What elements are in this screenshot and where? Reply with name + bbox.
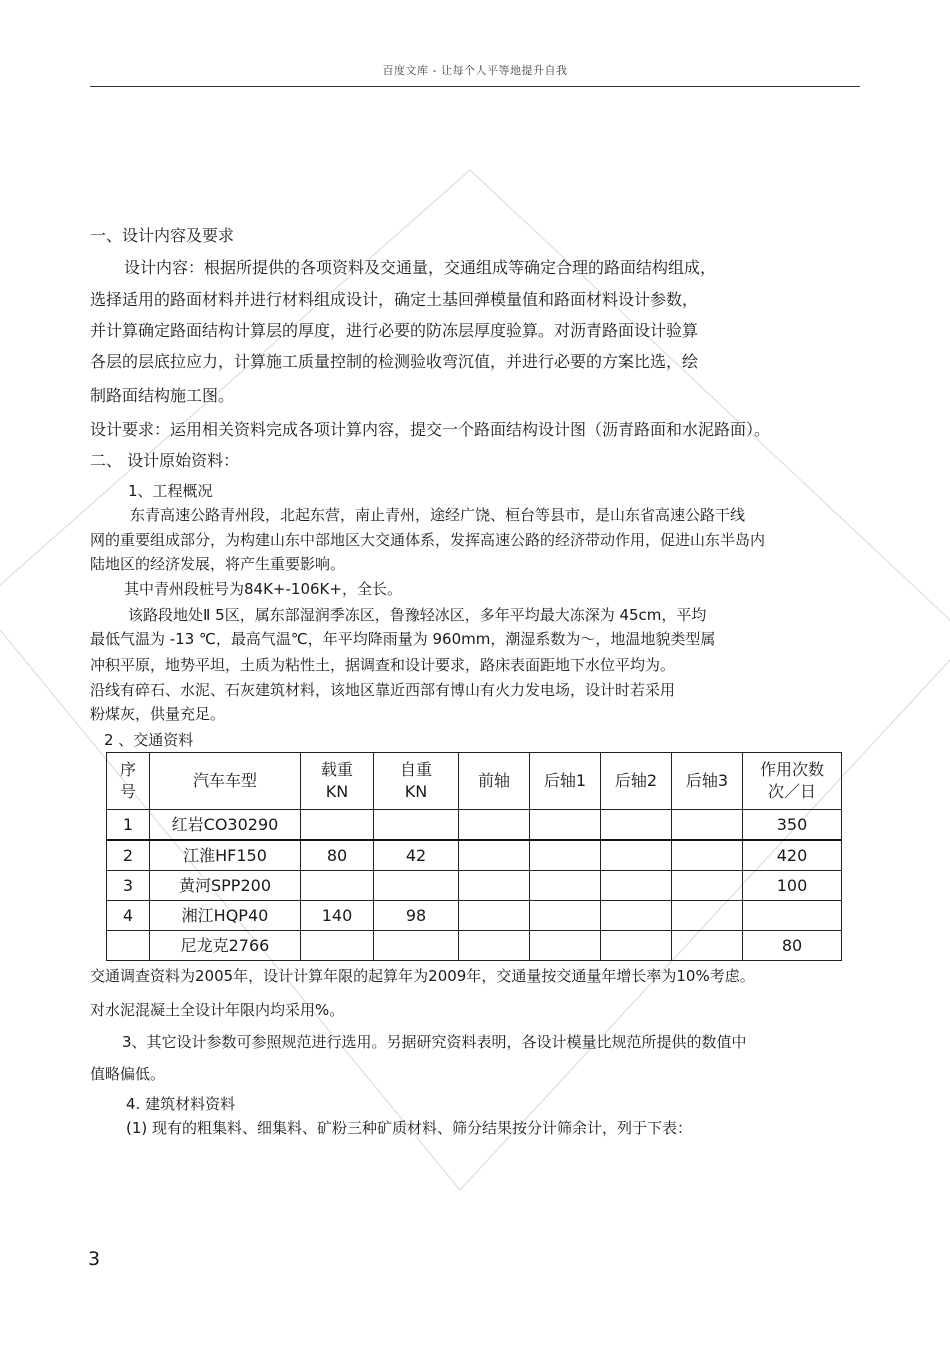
design-requirement: 设计要求：运用相关资料完成各项计算内容，提交一个路面结构设计图（沥青路面和水泥路面）。 xyxy=(90,420,771,439)
section1-heading: 一、设计内容及要求 xyxy=(90,226,235,245)
climate-line-4: 沿线有碎石、水泥、石灰建筑材料，该地区靠近西部有博山有火力发电场，设计时若采用 xyxy=(90,681,676,699)
content-line-3: 并计算确定路面结构计算层的厚度，进行必要的防冻层厚度验算。对沥青路面设计验算 xyxy=(90,321,699,340)
overview-title: 1、工程概况 xyxy=(128,482,213,500)
content-line-5: 制路面结构施工图。 xyxy=(90,386,235,405)
th-front-axle: 前轴 xyxy=(459,753,530,810)
section2-heading: 二、 设计原始资料： xyxy=(90,451,240,470)
traffic-title: 2 、交通资料 xyxy=(104,731,194,749)
th-rear-axle-2: 后轴2 xyxy=(601,753,672,810)
table-row: 3 黄河SPP200 100 xyxy=(107,871,842,901)
table-row: 尼龙克2766 80 xyxy=(107,931,842,961)
th-count: 作用次数 次／日 xyxy=(743,753,842,810)
climate-line-2: 最低气温为 -13 ℃，最高气温℃，年平均降雨量为 960mm，潮湿系数为～，地温地貌类型属 xyxy=(90,630,716,648)
other-params-line-1: 3、其它设计参数可参照规范进行选用。另据研究资料表明，各设计模量比规范所提供的数值中 xyxy=(122,1033,747,1051)
page-number: 3 xyxy=(88,1248,101,1270)
materials-title: 4. 建筑材料资料 xyxy=(126,1095,236,1113)
traffic-note-1: 交通调查资料为2005年，设计计算年限的起算年为2009年，交通量按交通量年增长率为10%考虑。 xyxy=(90,967,755,985)
overview-line-3: 陆地区的经济发展，将产生重要影响。 xyxy=(90,555,346,573)
materials-line: (1) 现有的粗集料、细集料、矿粉三种矿质材料、筛分结果按分计筛余计，列于下表： xyxy=(126,1119,693,1137)
th-rear-axle-3: 后轴3 xyxy=(672,753,743,810)
table-row: 1 红岩CO30290 350 xyxy=(107,810,842,841)
other-params-line-2: 值略偏低。 xyxy=(90,1065,166,1083)
th-model: 汽车车型 xyxy=(150,753,301,810)
content-line-2: 选择适用的路面材料并进行材料组成设计，确定土基回弹模量值和路面材料设计参数， xyxy=(90,290,699,309)
table-row: 2 江淮HF150 80 42 420 xyxy=(107,840,842,871)
table-row: 4 湘江HQP40 140 98 xyxy=(107,901,842,931)
content-line-1: 设计内容：根据所提供的各项资料及交通量，交通组成等确定合理的路面结构组成， xyxy=(124,258,717,277)
stake-line: 其中青州段桩号为84K+-106K+，全长。 xyxy=(124,580,402,598)
climate-line-3: 冲积平原，地势平坦，土质为粘性土，据调查和设计要求，路床表面距地下水位平均为。 xyxy=(90,656,676,674)
climate-line-1: 该路段地处Ⅱ 5区，属东部湿润季冻区，鲁豫轻冰区，多年平均最大冻深为 45cm，平均 xyxy=(128,606,707,624)
th-seq: 序 号 xyxy=(107,753,150,810)
traffic-note-2: 对水泥混凝土全设计年限内均采用%。 xyxy=(90,1001,345,1019)
th-rear-axle-1: 后轴1 xyxy=(530,753,601,810)
table-header-row xyxy=(107,753,842,810)
content-line-4: 各层的层底拉应力，计算施工质量控制的检测验收弯沉值，并进行必要的方案比选，绘 xyxy=(90,352,699,371)
th-load: 载重 KN xyxy=(301,753,374,810)
overview-line-2: 网的重要组成部分，为构建山东中部地区大交通体系，发挥高速公路的经济带动作用，促进山东半岛内 xyxy=(90,531,766,549)
overview-line-1: 东青高速公路青州段，北起东营，南止青州，途经广饶、桓台等县市，是山东省高速公路干线 xyxy=(130,506,746,524)
climate-line-5: 粉煤灰，供量充足。 xyxy=(90,705,226,723)
th-self-weight: 自重 KN xyxy=(374,753,459,810)
page-header: 百度文库 - 让每个人平等地提升自我 xyxy=(382,64,568,77)
traffic-table xyxy=(106,752,842,961)
header-rule xyxy=(90,86,860,87)
